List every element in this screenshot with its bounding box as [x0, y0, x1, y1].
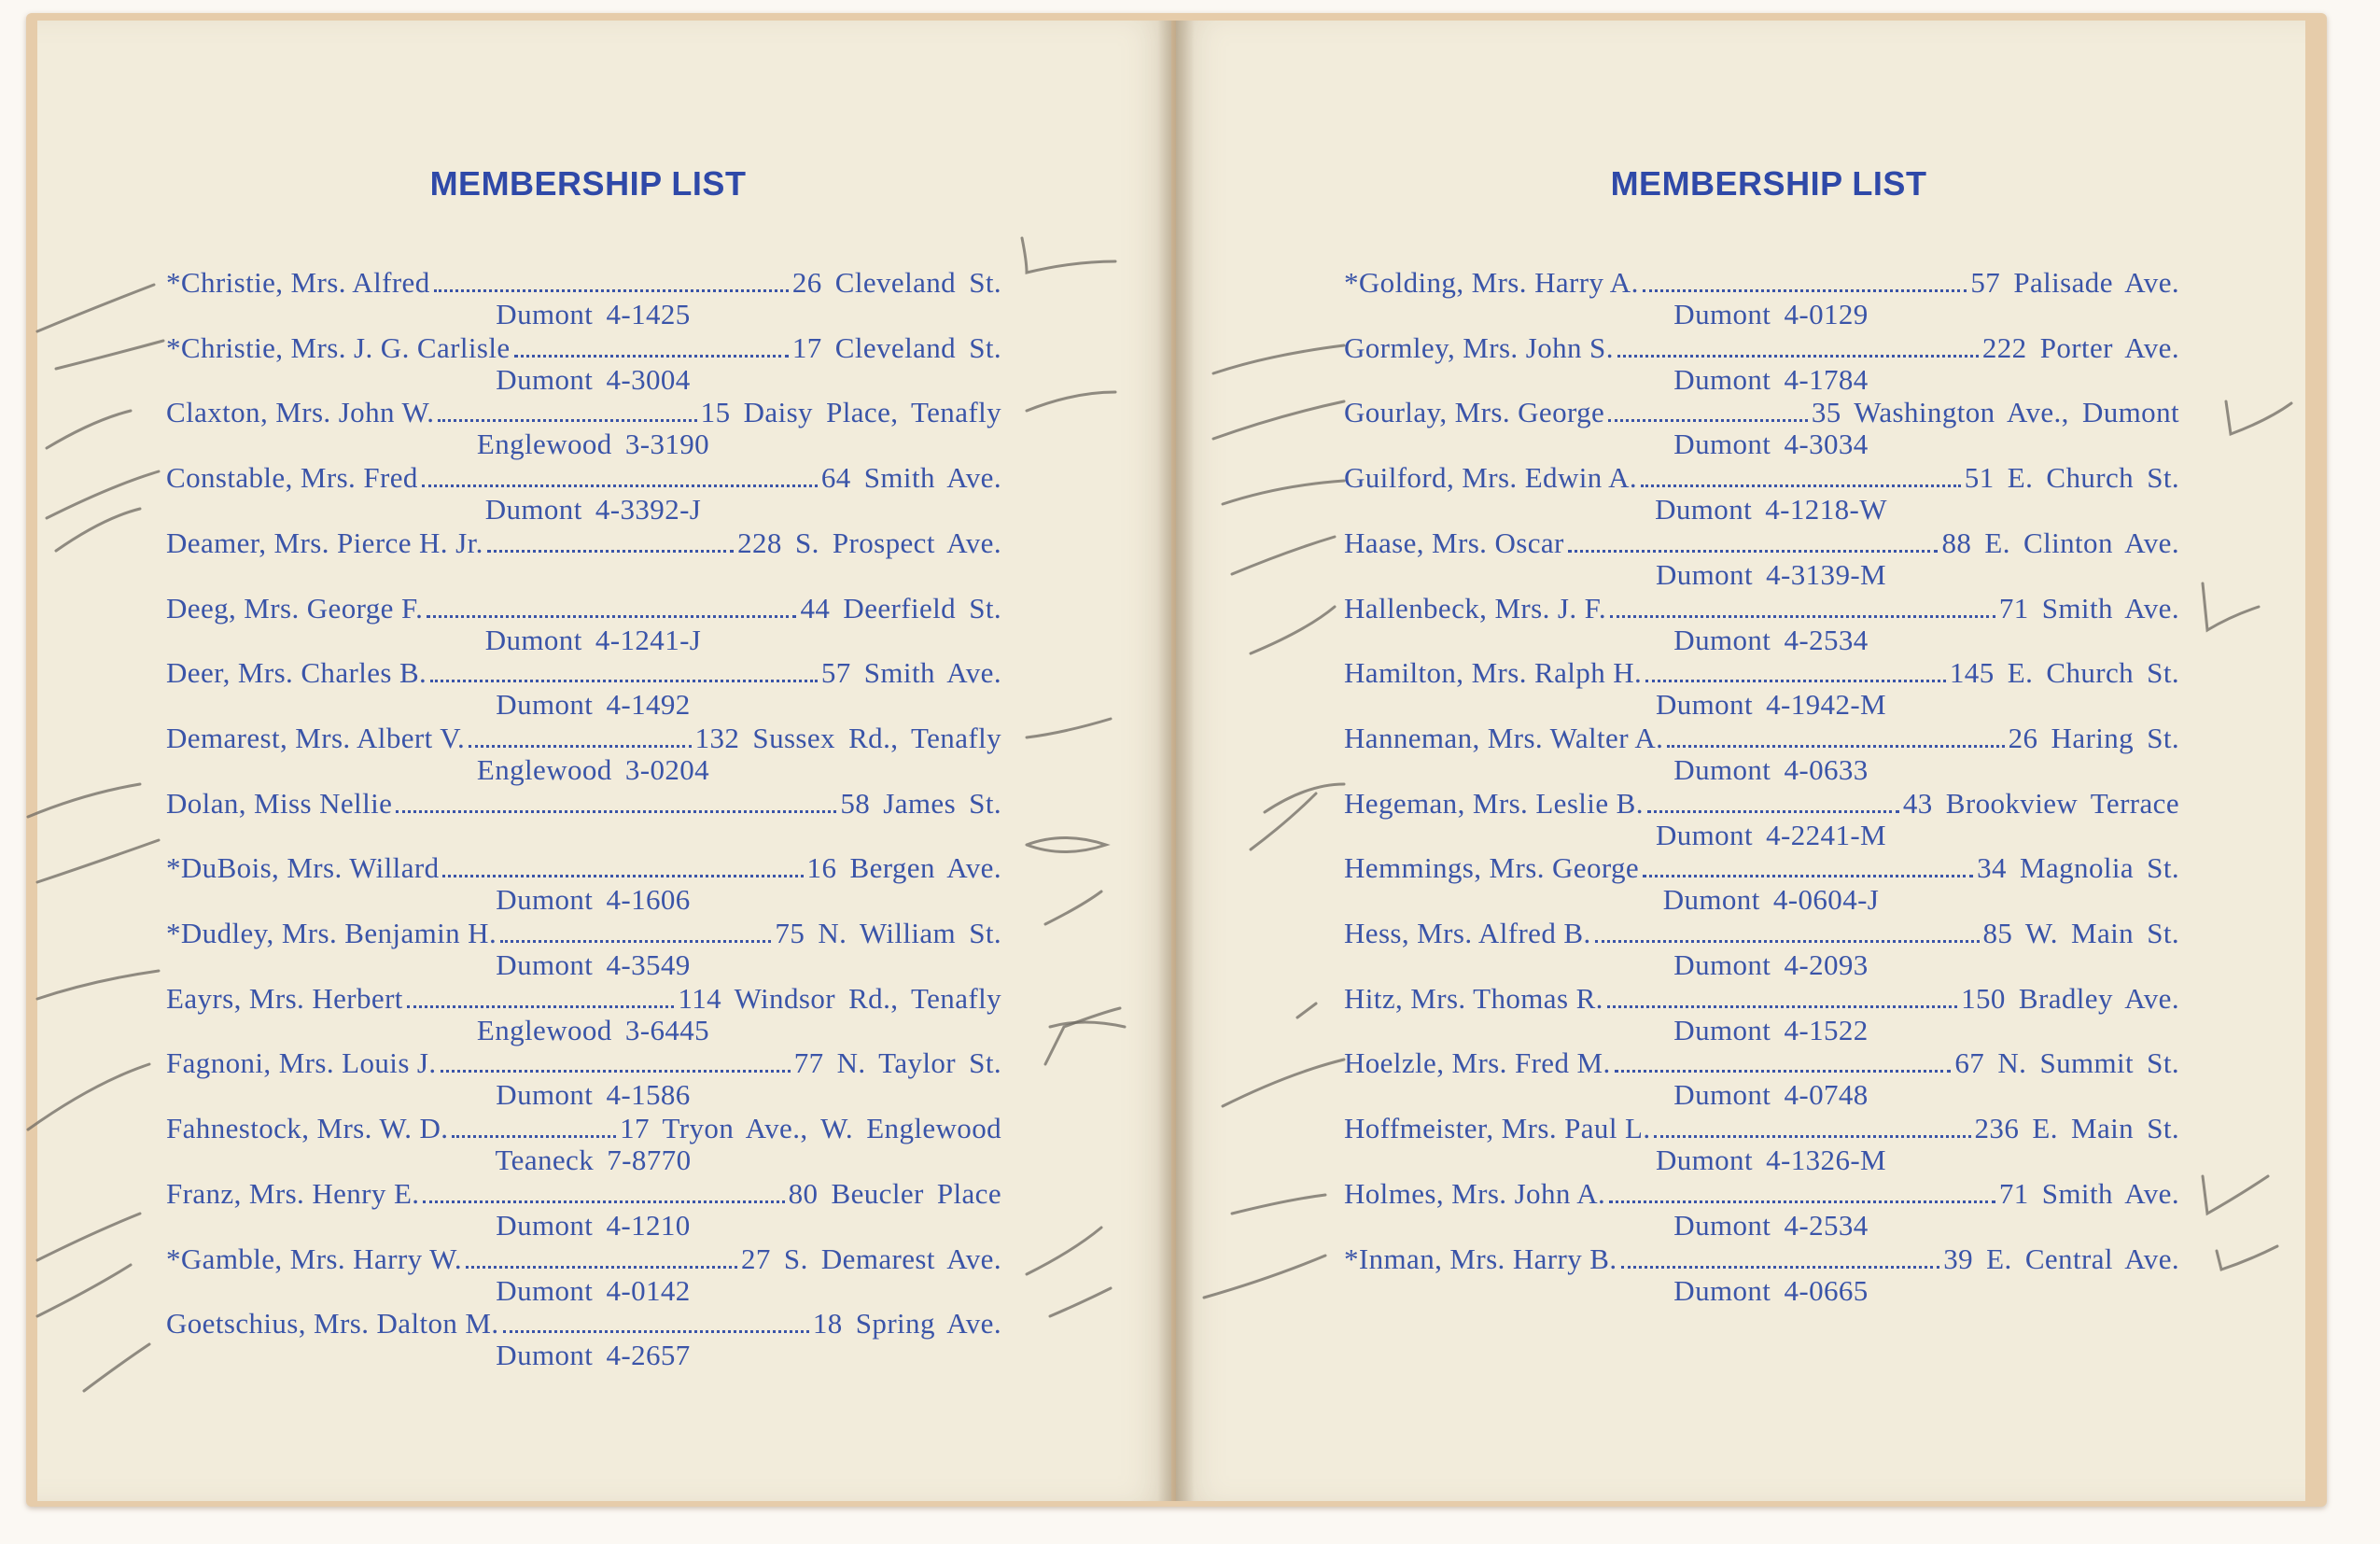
leader-dots — [1595, 940, 1980, 943]
leader-dots — [1617, 355, 1979, 358]
leader-dots — [407, 1005, 675, 1008]
leader-dots — [469, 745, 691, 748]
member-phone: Dumont 4-1606 — [496, 883, 691, 917]
member-entry-line — [1344, 787, 2179, 821]
member-entry-line — [166, 266, 1001, 300]
member-name: *Inman, Mrs. Harry B. — [1344, 1242, 1617, 1275]
member-phone: Dumont 4-2657 — [496, 1339, 691, 1372]
member-entry-line — [166, 1046, 1001, 1080]
member-address: 18 Spring Ave. — [812, 1307, 1001, 1340]
member-entry — [1344, 1177, 2179, 1242]
member-address: 16 Bergen Ave. — [806, 851, 1001, 885]
member-phone: Dumont 4-2093 — [1673, 948, 1869, 981]
leader-dots — [1667, 745, 2004, 748]
member-phone: Dumont 4-0633 — [1673, 752, 1869, 786]
leader-dots — [503, 1330, 809, 1333]
member-entry — [1344, 982, 2179, 1047]
leader-dots — [487, 550, 734, 553]
member-address: 67 N. Summit St. — [1954, 1046, 2179, 1080]
member-address: 57 Smith Ave. — [820, 656, 1001, 690]
leader-dots — [430, 680, 818, 682]
leader-dots — [1610, 615, 1995, 618]
member-entry-line — [1344, 526, 2179, 560]
member-address: 57 Palisade Ave. — [1970, 266, 2179, 299]
member-entry — [1344, 787, 2179, 852]
leader-dots — [500, 940, 771, 943]
member-entry-line — [166, 592, 1001, 625]
member-entry — [166, 526, 1001, 560]
member-phone: Dumont 4-2534 — [1673, 623, 1869, 656]
member-name: Deamer, Mrs. Pierce H. Jr. — [166, 526, 483, 559]
member-address: 35 Washington Ave., Dumont — [1811, 396, 2179, 429]
member-entry — [166, 787, 1001, 821]
member-entry-line — [166, 851, 1001, 885]
member-name: Hoelzle, Mrs. Fred M. — [1344, 1046, 1611, 1080]
member-entry-line — [166, 1307, 1001, 1340]
member-name: *Dudley, Mrs. Benjamin H. — [166, 917, 497, 949]
member-address: 51 E. Church St. — [1964, 461, 2179, 495]
member-entry-line — [1344, 331, 2179, 365]
member-address: 228 S. Prospect Ave. — [737, 526, 1001, 559]
member-phone: Dumont 4-1326-M — [1655, 1144, 1887, 1177]
member-phone: Dumont 4-3139-M — [1655, 557, 1887, 591]
member-address: 145 E. Church St. — [1949, 656, 2179, 690]
member-phone: Dumont 4-1218-W — [1655, 493, 1887, 526]
member-entry — [166, 1177, 1001, 1242]
member-name: Holmes, Mrs. John A. — [1344, 1176, 1606, 1210]
member-entry-line — [166, 396, 1001, 429]
member-phone: Dumont 4-3392-J — [484, 493, 702, 526]
member-entry — [166, 1112, 1001, 1177]
member-entry — [1344, 331, 2179, 397]
member-entry — [166, 331, 1001, 397]
member-entry — [1344, 851, 2179, 917]
member-name: Deer, Mrs. Charles B. — [166, 656, 427, 690]
member-address: 71 Smith Ave. — [1998, 591, 2179, 625]
leader-dots — [396, 810, 836, 813]
member-entry-line — [166, 1177, 1001, 1211]
member-address: 58 James St. — [840, 786, 1001, 820]
member-address: 26 Cleveland St. — [791, 266, 1001, 299]
member-phone: Englewood 3-0204 — [476, 752, 710, 786]
member-phone: Dumont 4-1942-M — [1655, 688, 1887, 722]
member-entry — [1344, 656, 2179, 722]
member-entry — [1344, 1046, 2179, 1112]
member-entry-line — [166, 331, 1001, 365]
member-entry — [1344, 917, 2179, 982]
leader-dots — [1647, 810, 1899, 813]
member-phone: Dumont 4-0665 — [1673, 1273, 1869, 1307]
member-entry — [1344, 1242, 2179, 1308]
member-name: Franz, Mrs. Henry E. — [166, 1176, 420, 1210]
member-address: 44 Deerfield St. — [800, 591, 1001, 625]
member-entry — [166, 1242, 1001, 1308]
member-phone: Dumont 4-1492 — [496, 688, 691, 722]
member-address: 71 Smith Ave. — [1998, 1176, 2179, 1210]
member-entry-line — [166, 917, 1001, 950]
member-entry — [166, 656, 1001, 722]
member-name: Hallenbeck, Mrs. J. F. — [1344, 591, 1606, 625]
member-phone: Dumont 4-0129 — [1673, 298, 1869, 330]
leader-dots — [441, 1070, 791, 1073]
leader-dots — [1607, 1005, 1957, 1008]
leader-dots — [452, 1135, 616, 1138]
leader-dots — [1654, 1135, 1970, 1138]
member-entry-line — [1344, 982, 2179, 1016]
leader-dots — [434, 289, 789, 292]
member-entry — [166, 851, 1001, 917]
member-entry — [166, 461, 1001, 526]
member-phone: Dumont 4-0142 — [496, 1273, 691, 1307]
member-name: Goetschius, Mrs. Dalton M. — [166, 1307, 499, 1340]
member-name: Dolan, Miss Nellie — [166, 786, 393, 820]
member-address: 34 Magnolia St. — [1977, 851, 2179, 885]
member-phone: Englewood 3-6445 — [476, 1013, 710, 1046]
member-address: 43 Brookview Terrace — [1902, 786, 2179, 820]
member-name: Hanneman, Mrs. Walter A. — [1344, 721, 1664, 754]
leader-dots — [423, 1200, 784, 1203]
leader-dots — [1643, 289, 1967, 292]
member-phone: Dumont 4-3034 — [1673, 428, 1869, 461]
member-entry-line — [1344, 1177, 2179, 1211]
member-entry — [1344, 266, 2179, 331]
member-entry — [1344, 461, 2179, 526]
member-entry — [166, 396, 1001, 461]
leader-dots — [1621, 1266, 1940, 1269]
member-entry-line — [166, 461, 1001, 495]
member-phone: Dumont 4-1522 — [1673, 1013, 1869, 1046]
member-name: Hoffmeister, Mrs. Paul L. — [1344, 1112, 1651, 1145]
leader-dots — [1609, 1200, 1995, 1203]
member-name: Claxton, Mrs. John W. — [166, 396, 435, 429]
member-phone: Dumont 4-1784 — [1673, 362, 1869, 396]
member-name: Gormley, Mrs. John S. — [1344, 330, 1614, 364]
leader-dots — [514, 355, 789, 358]
member-entry-line — [1344, 1242, 2179, 1276]
member-entry-line — [1344, 722, 2179, 755]
member-name: Constable, Mrs. Fred — [166, 461, 418, 495]
member-entry-line — [166, 526, 1001, 560]
member-name: *Christie, Mrs. Alfred — [166, 266, 430, 299]
member-entry-line — [166, 787, 1001, 821]
member-name: Hemmings, Mrs. George — [1344, 851, 1640, 885]
member-address: 27 S. Demarest Ave. — [740, 1242, 1001, 1275]
member-phone: Dumont 4-1241-J — [484, 623, 702, 656]
member-name: Hamilton, Mrs. Ralph H. — [1344, 656, 1643, 690]
member-address: 222 Porter Ave. — [1981, 330, 2179, 364]
member-entry-line — [166, 722, 1001, 755]
member-name: Deeg, Mrs. George F. — [166, 591, 424, 625]
member-entry-line — [1344, 851, 2179, 885]
member-name: Haase, Mrs. Oscar — [1344, 526, 1564, 559]
page-gutter — [1157, 21, 1195, 1501]
member-entry — [1344, 722, 2179, 787]
member-name: Eayrs, Mrs. Herbert — [166, 981, 403, 1015]
member-name: *DuBois, Mrs. Willard — [166, 851, 440, 885]
member-address: 80 Beucler Place — [788, 1176, 1001, 1210]
member-name: Demarest, Mrs. Albert V. — [166, 721, 466, 754]
member-name: Hess, Mrs. Alfred B. — [1344, 917, 1591, 949]
leader-dots — [422, 484, 818, 487]
member-entry — [166, 1046, 1001, 1112]
member-entry-line — [1344, 266, 2179, 300]
member-name: Fahnestock, Mrs. W. D. — [166, 1112, 449, 1145]
member-phone: Dumont 4-1425 — [496, 298, 691, 330]
member-address: 77 N. Taylor St. — [793, 1046, 1001, 1080]
leader-dots — [466, 1266, 737, 1269]
member-address: 17 Cleveland St. — [791, 330, 1001, 364]
leader-dots — [1615, 1070, 1952, 1073]
member-address: 114 Windsor Rd., Tenafly — [678, 981, 1001, 1015]
member-name: Gourlay, Mrs. George — [1344, 396, 1605, 429]
member-entry-line — [1344, 592, 2179, 625]
member-phone: Dumont 4-0748 — [1673, 1078, 1869, 1112]
member-address: 75 N. William St. — [775, 917, 1001, 949]
member-phone: Dumont 4-3004 — [496, 362, 691, 396]
member-phone: Teaneck 7-8770 — [495, 1144, 692, 1177]
leader-dots — [1643, 875, 1973, 877]
member-entry-line — [166, 982, 1001, 1016]
member-entry-line — [1344, 1112, 2179, 1145]
right-page-title: MEMBERSHIP LIST — [1610, 164, 1927, 203]
member-entry-line — [1344, 461, 2179, 495]
member-phone: Englewood 3-3190 — [476, 428, 710, 461]
member-address: 85 W. Main St. — [1982, 917, 2179, 949]
member-entry — [166, 917, 1001, 982]
member-address: 132 Sussex Rd., Tenafly — [694, 721, 1001, 754]
member-entry — [1344, 1112, 2179, 1177]
member-entry-line — [166, 1242, 1001, 1276]
member-phone: Dumont 4-2534 — [1673, 1208, 1869, 1242]
member-name: Fagnoni, Mrs. Louis J. — [166, 1046, 437, 1080]
member-entry — [166, 1307, 1001, 1372]
member-address: 26 Haring St. — [2008, 721, 2179, 754]
member-entry-line — [1344, 1046, 2179, 1080]
member-name: *Gamble, Mrs. Harry W. — [166, 1242, 463, 1275]
member-entry-line — [1344, 396, 2179, 429]
member-entry — [166, 982, 1001, 1047]
member-name: *Christie, Mrs. J. G. Carlisle — [166, 330, 511, 364]
leader-dots — [1568, 550, 1939, 553]
member-name: Hegeman, Mrs. Leslie B. — [1344, 786, 1644, 820]
member-name: Guilford, Mrs. Edwin A. — [1344, 461, 1638, 495]
leader-dots — [1608, 419, 1808, 422]
member-entry-line — [1344, 917, 2179, 950]
leader-dots — [427, 615, 796, 618]
member-address: 17 Tryon Ave., W. Englewood — [620, 1112, 1001, 1145]
left-page-title: MEMBERSHIP LIST — [429, 164, 747, 203]
member-entry-line — [166, 656, 1001, 690]
member-entry-line — [166, 1112, 1001, 1145]
member-entry — [166, 266, 1001, 331]
member-address: 64 Smith Ave. — [820, 461, 1001, 495]
member-phone: Dumont 4-1586 — [496, 1078, 691, 1112]
member-entry-line — [1344, 656, 2179, 690]
member-entry — [1344, 526, 2179, 592]
member-phone: Dumont 4-0604-J — [1662, 883, 1880, 917]
member-phone: Dumont 4-3549 — [496, 948, 691, 981]
member-entry — [166, 722, 1001, 787]
member-phone: Dumont 4-1210 — [496, 1208, 691, 1242]
member-name: Hitz, Mrs. Thomas R. — [1344, 981, 1603, 1015]
member-entry — [1344, 592, 2179, 657]
member-entry — [1344, 396, 2179, 461]
leader-dots — [438, 419, 696, 422]
member-phone: Dumont 4-2241-M — [1655, 818, 1887, 851]
member-address: 88 E. Clinton Ave. — [1941, 526, 2179, 559]
member-address: 150 Bradley Ave. — [1961, 981, 2179, 1015]
member-address: 15 Daisy Place, Tenafly — [700, 396, 1001, 429]
leader-dots — [1645, 680, 1946, 682]
member-address: 236 E. Main St. — [1974, 1112, 2179, 1145]
leader-dots — [1641, 484, 1961, 487]
member-address: 39 E. Central Ave. — [1943, 1242, 2179, 1275]
member-name: *Golding, Mrs. Harry A. — [1344, 266, 1639, 299]
member-entry — [166, 592, 1001, 657]
leader-dots — [442, 875, 803, 877]
